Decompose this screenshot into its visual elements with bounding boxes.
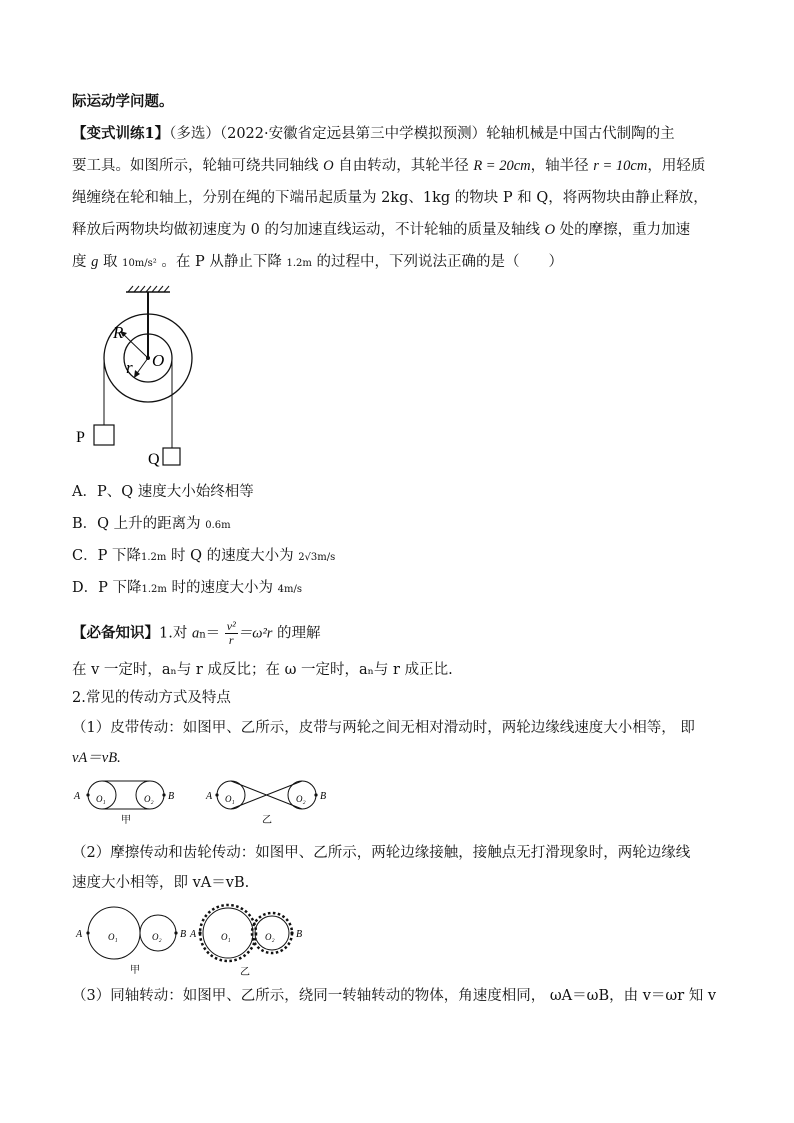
svg-text:O₂: O₂	[144, 794, 154, 804]
svg-text:甲: 甲	[121, 815, 131, 826]
svg-text:B: B	[320, 791, 327, 802]
svg-text:O₁: O₁	[108, 932, 118, 942]
svg-text:O₁: O₁	[221, 932, 231, 942]
friction-line-1: （2）摩擦传动和齿轮传动：如图甲、乙所示，两轮边缘接触，接触点无打滑现象时，两轮边缘线	[72, 845, 691, 861]
exercise-tag: 【变式训练1】	[72, 125, 170, 142]
label-R: R	[113, 323, 124, 342]
exercise-line-4: 释放后两物块均做初速度为 0 的匀加速直线运动，不计轮轴的质量及轴线 O 处的摩擦，重力加速	[72, 222, 691, 238]
svg-text:B: B	[168, 791, 175, 802]
svg-text:O₁: O₁	[225, 794, 235, 804]
svg-text:甲: 甲	[130, 965, 140, 976]
option-d: D．P 下降1.2m 时的速度大小为 4m/s	[72, 580, 302, 596]
svg-text:O₁: O₁	[96, 794, 106, 804]
svg-text:A: A	[76, 929, 83, 940]
exercise-line-3: 绳缠绕在轮和轴上，分别在绳的下端吊起质量为 2kg、1kg 的物块 P 和 Q，将两物块由静止释放，	[72, 190, 708, 206]
relation-line: 在 v 一定时，aₙ与 r 成反比；在 ω 一定时，aₙ与 r 成正比.	[72, 662, 453, 678]
svg-text:A: A	[74, 791, 81, 802]
label-r: r	[126, 358, 133, 377]
exercise-line-5: 度 g 取 10m/s² 。在 P 从静止下降 1.2m 的过程中，下列说法正确的是（ ）	[72, 254, 563, 270]
svg-text:乙: 乙	[240, 967, 250, 978]
exercise-line-2: 要工具。如图所示，轮轴可绕共同轴线 O 自由转动，其轮半径 R = 20cm，轴半径 r = 10cm，用轻质	[72, 158, 706, 174]
wheel-axle-figure	[70, 282, 220, 472]
svg-text:B: B	[180, 929, 187, 940]
svg-text:O₂: O₂	[296, 794, 306, 804]
knowledge-line-1: 【必备知识】1.对 an＝ $\frac{\text{v²}}{r}$ ＝ω²r 的理解	[72, 619, 321, 647]
belt-figure	[70, 775, 340, 827]
block-p	[94, 425, 114, 445]
option-b: B．Q 上升的距离为 0.6m	[72, 516, 231, 532]
intro-tail: 际运动学问题。	[72, 93, 174, 110]
label-Q: Q	[148, 451, 160, 468]
svg-text:乙: 乙	[262, 815, 272, 826]
friction-gear-figure	[70, 897, 320, 979]
belt-line-1: （1）皮带传动：如图甲、乙所示，皮带与两轮之间无相对滑动时，两轮边缘线速度大小相等， 即	[72, 720, 695, 736]
svg-text:A: A	[206, 791, 213, 802]
fraction: $\frac{\text{v²}}{r}$	[226, 619, 236, 647]
svg-text:O₂: O₂	[152, 932, 162, 942]
option-c: C．P 下降1.2m 时 Q 的速度大小为 2√3m/s	[72, 548, 336, 564]
label-O: O	[152, 351, 165, 370]
svg-text:B: B	[296, 929, 303, 940]
label-P: P	[76, 429, 85, 446]
exercise-line-1: 【变式训练1】（多选）（2022·安徽省定远县第三中学模拟预测）轮轴机械是中国古代制陶的主	[72, 125, 675, 142]
friction-line-2: 速度大小相等，即 vA＝vB.	[72, 875, 250, 891]
option-a: A．P、Q 速度大小始终相等	[72, 484, 254, 500]
svg-text:O₂: O₂	[265, 932, 275, 942]
svg-text:A: A	[190, 929, 197, 940]
coaxial-line-1: （3）同轴转动：如图甲、乙所示，绕同一转轴转动的物体，角速度相同， ωA＝ωB，由 v＝ωr 知 v	[72, 988, 717, 1004]
transmission-title: 2.常见的传动方式及特点	[72, 690, 231, 706]
block-q	[163, 448, 180, 465]
belt-line-2: vA＝vB.	[72, 750, 121, 766]
